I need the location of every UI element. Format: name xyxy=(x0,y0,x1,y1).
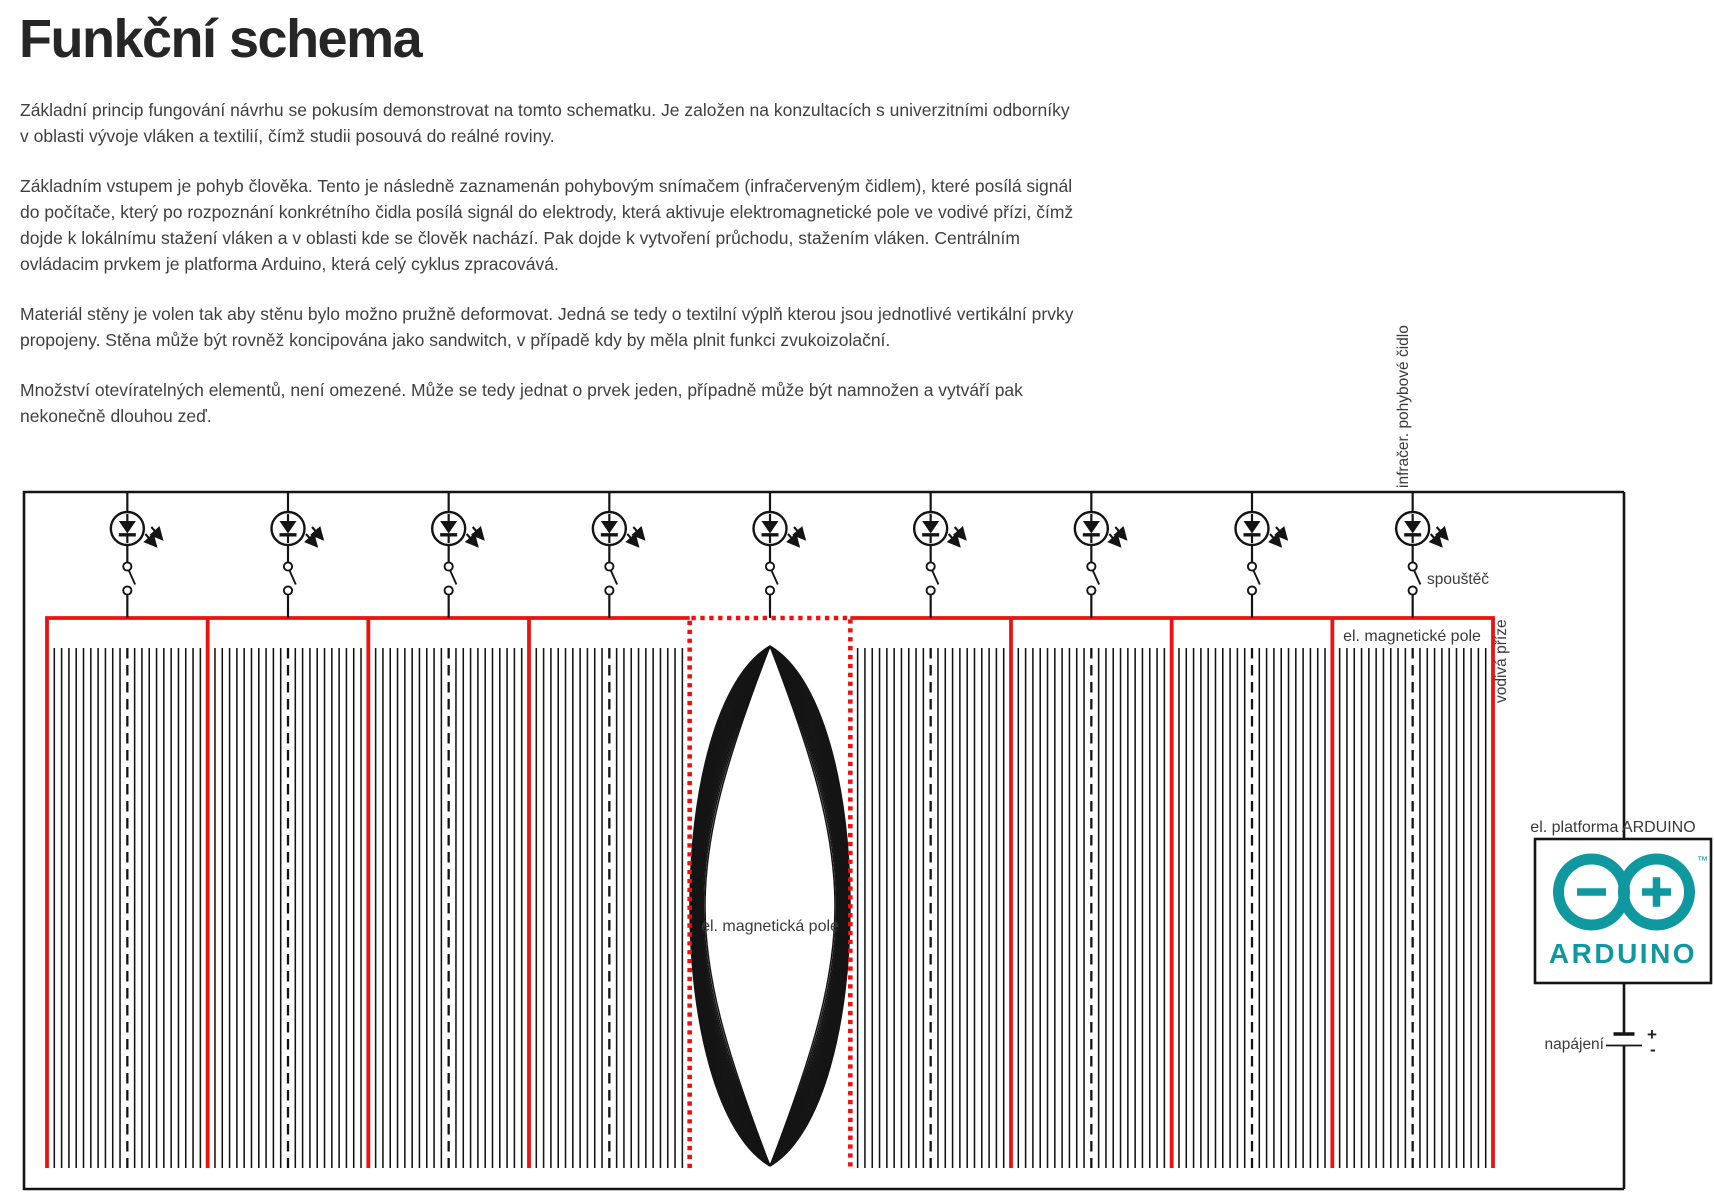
arduino-box xyxy=(1535,839,1711,983)
emission-arrow-icon xyxy=(151,527,162,540)
emission-arrow-icon xyxy=(473,527,484,540)
yarn-curve xyxy=(698,646,770,1166)
emission-arrow-icon xyxy=(794,527,805,540)
label-power: napájení xyxy=(1544,1036,1604,1053)
yarn-panel xyxy=(54,648,200,1168)
yarn-curve xyxy=(770,646,842,1166)
ir-motion-sensor-icon xyxy=(754,492,806,618)
emission-arrow-icon xyxy=(949,534,960,547)
emission-arrow-icon xyxy=(627,534,638,547)
yarn-panel xyxy=(1018,648,1164,1168)
minus-icon xyxy=(1577,888,1606,896)
ir-motion-sensor-icon xyxy=(593,492,645,618)
ir-motion-sensor-icon xyxy=(272,492,324,618)
paragraph: Základní princip fungování návrhu se pokusím demonstrovat na tomto schematku. Je založen na konzultacích s univerzitními odborníky v oblasti vývoje vláken a textilií, čímž studii posouvá do reálné roviny. xyxy=(20,100,1070,146)
yarn-panel xyxy=(858,648,1004,1168)
emission-arrow-icon xyxy=(306,534,317,547)
label-arduino-platform: el. platforma ARDUINO xyxy=(1530,819,1696,836)
label-conductive-yarn: vodivá příze xyxy=(1493,619,1510,703)
ir-motion-sensor-icon xyxy=(111,492,162,618)
emission-arrow-icon xyxy=(312,527,323,540)
emission-arrow-icon xyxy=(1109,534,1120,547)
switch-icon xyxy=(1087,562,1099,594)
emission-arrow-icon xyxy=(1431,534,1442,547)
yarn-panel-open xyxy=(690,618,851,1168)
yarn-curve xyxy=(699,646,770,1166)
emission-arrow-icon xyxy=(1276,527,1287,540)
label-trigger: spouštěč xyxy=(1427,571,1490,588)
yarn-curve xyxy=(770,646,841,1166)
emission-arrow-icon xyxy=(1437,527,1448,540)
switch-icon xyxy=(123,562,135,594)
open-panel-dotted-border xyxy=(690,618,851,1168)
label-magnetic-field: el. magnetické pole xyxy=(1343,628,1481,645)
plus-icon-vertical xyxy=(1653,877,1661,907)
paragraph: Základním vstupem je pohyb člověka. Tento je následně zaznamenán pohybovým snímačem (infračerveným čidlem), které posílá signál do počítače, který po rozpoznání konkrétního čidla posílá signál do elektrody, která aktivuje elektromagnetické pole ve vodivé přízi, čímž dojde k lokálnímu stažení vláken a v oblasti kde se člověk nachází. Pak dojde k vytvoření průchodu, stažením vláken. Centrálním ovládacim prvkem je platforma Arduino, která celý cyklus zpracovává. xyxy=(20,176,1074,274)
emission-arrow-icon xyxy=(633,527,644,540)
arduino-logo-text: ARDUINO xyxy=(1548,938,1698,969)
yarn-panel xyxy=(536,648,682,1168)
emission-arrow-icon xyxy=(467,534,478,547)
yarn-panel xyxy=(215,648,361,1168)
ir-motion-sensor-icon xyxy=(1396,492,1448,618)
yarn-panel xyxy=(1179,648,1325,1168)
ir-motion-sensor-icon xyxy=(432,492,484,618)
switch-icon xyxy=(766,562,778,594)
trademark: ™ xyxy=(1697,855,1708,867)
emission-arrow-icon xyxy=(1115,527,1126,540)
page-title: Funkční schema xyxy=(19,9,422,69)
ir-motion-sensor-icon xyxy=(1236,492,1288,618)
plus-sign: + xyxy=(1647,1025,1657,1044)
switch-icon xyxy=(605,562,617,594)
emission-arrow-icon xyxy=(788,534,799,547)
label-open-magnetic-fields: el. magnetická pole xyxy=(701,918,839,935)
ir-motion-sensor-icon xyxy=(1075,492,1127,618)
emission-arrow-icon xyxy=(955,527,966,540)
emission-arrow-icon xyxy=(1270,534,1281,547)
yarn-panel xyxy=(1340,648,1486,1168)
minus-sign: - xyxy=(1650,1040,1656,1059)
paragraph: Materiál stěny je volen tak aby stěnu bylo možno pružně deformovat. Jedná se tedy o textilní výplň kterou jsou jednotlivé vertikální prvky propojeny. Stěna může být rovněž koncipována jako sandwitch, v případě kdy by měla plnit funkci zvukoizolační. xyxy=(20,304,1074,350)
switch-icon xyxy=(284,562,296,594)
emission-arrow-icon xyxy=(145,534,156,547)
switch-icon xyxy=(1248,562,1260,594)
switch-icon xyxy=(1409,562,1421,594)
paragraph: Množství otevíratelných elementů, není omezené. Může se tedy jednat o prvek jeden, případně může být namnožen a vytváří pak nekonečně dlouhou zeď. xyxy=(20,380,1023,426)
switch-icon xyxy=(445,562,457,594)
yarn-panel xyxy=(376,648,522,1168)
battery-icon xyxy=(1606,1034,1642,1046)
ir-motion-sensor-icon xyxy=(914,492,966,618)
label-ir-sensor: infračer. pohybové čidlo xyxy=(1395,325,1412,488)
switch-icon xyxy=(927,562,939,594)
